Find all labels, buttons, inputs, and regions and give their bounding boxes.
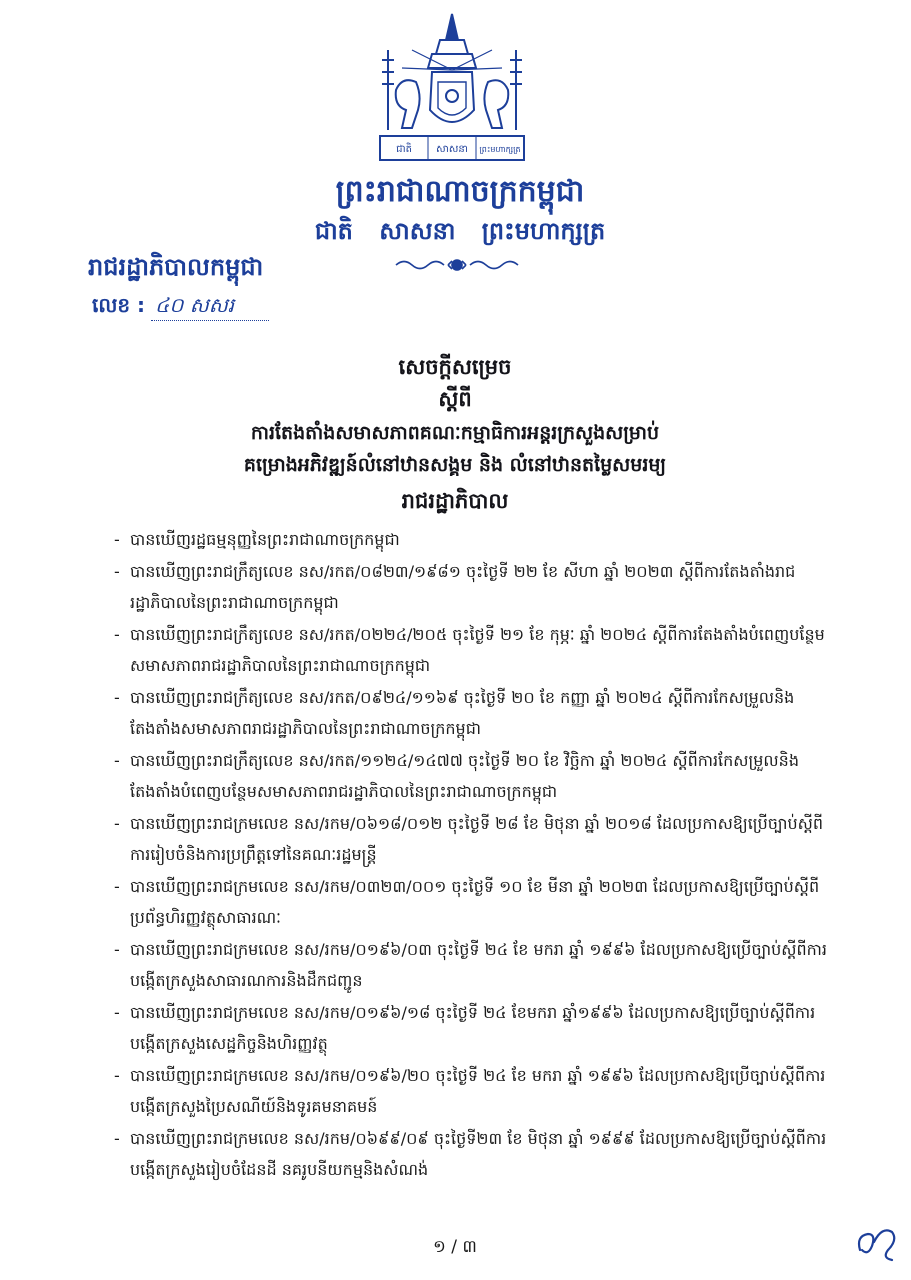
recital-text: បានឃើញព្រះរាជក្រឹត្យលេខ នស/រកត/០៨២៣/១៩៨១ ចុះថ្ងៃទី ២២ ខែ សីហា ឆ្នាំ ២០២៣ ស្ដីពីការតែងតាំងរាជរដ្ឋាភិបាលនៃព្រះរាជាណាចក្រកម្ពុជា	[130, 561, 796, 612]
list-item: - បានឃើញព្រះរាជក្រឹត្យលេខ នស/រកត/០៩២៤/១១៦៩ ចុះថ្ងៃទី ២០ ខែ កញ្ញា ឆ្នាំ ២០២៤ ស្ដីពីការកែសម្រួលនិងតែងតាំងសមាសភាពរាជរដ្ឋាភិបាលនៃព្រះរាជាណាចក្រកម្ពុជា	[112, 682, 832, 745]
recital-text: បានឃើញព្រះរាជក្រឹត្យលេខ នស/រកត/១១២៤/១៤៧៧ ចុះថ្ងៃទី ២០ ខែ វិច្ឆិកា ឆ្នាំ ២០២៤ ស្ដីពីការកែសម្រួលនិងតែងតាំងបំពេញបន្ថែមសមាសភាពរាជរដ្ឋាភិបាលនៃព្រះរាជាណាចក្រកម្ពុជា	[130, 750, 799, 801]
list-item: - បានឃើញព្រះរាជក្រឹត្យលេខ នស/រកត/០៨២៣/១៩៨១ ចុះថ្ងៃទី ២២ ខែ សីហា ឆ្នាំ ២០២៣ ស្ដីពីការតែងតាំងរាជរដ្ឋាភិបាលនៃព្រះរាជាណាចក្រកម្ពុជា	[112, 556, 832, 619]
reference-number	[92, 290, 269, 321]
recital-text: បានឃើញព្រះរាជក្រមលេខ នស/រកម/០១៩៦/១៨ ចុះថ្ងៃទី ២៤ ខែមករា ឆ្នាំ១៩៩៦ ដែលប្រកាសឱ្យប្រើច្បាប់ស្ដីពីការបង្កើតក្រសួងសេដ្ឋកិច្ចនិងហិរញ្ញវត្ថុ	[130, 1002, 816, 1053]
list-item: - បានឃើញព្រះរាជក្រមលេខ នស/រកម/០១៩៦/១៨ ចុះថ្ងៃទី ២៤ ខែមករា ឆ្នាំ១៩៩៦ ដែលប្រកាសឱ្យប្រើច្បាប់ស្ដីពីការបង្កើតក្រសួងសេដ្ឋកិច្ចនិងហិរញ្ញវត្ថុ	[112, 997, 832, 1060]
divider-ornament-icon	[392, 255, 522, 275]
reference-value: ៤០ សសរ	[151, 290, 269, 321]
list-item: - បានឃើញរដ្ឋធម្មនុញ្ញនៃព្រះរាជាណាចក្រកម្ពុជា	[112, 524, 832, 556]
recital-text: បានឃើញព្រះរាជក្រឹត្យលេខ នស/រកត/០២២៤/២០៥ ចុះថ្ងៃទី ២១ ខែ កុម្ភៈ ឆ្នាំ ២០២៤ ស្ដីពីការតែងតាំងបំពេញបន្ថែមសមាសភាពរាជរដ្ឋាភិបាលនៃព្រះរាជាណាចក្រកម្ពុជា	[130, 624, 825, 675]
royal-arms-emblem-icon	[372, 10, 532, 170]
recital-text: បានឃើញព្រះរាជក្រមលេខ នស/រកម/០៦៩៩/០៩ ចុះថ្ងៃទី២៣ ខែ មិថុនា ឆ្នាំ ១៩៩៩ ដែលប្រកាសឱ្យប្រើច្បាប់ស្ដីពីការបង្កើតក្រសួងរៀបចំដែនដី នគរូបនីយកម្មនិងសំណង់	[130, 1128, 827, 1179]
subject-line-2: គម្រោងអភិវឌ្ឍន៍លំនៅឋានសង្គម និង លំនៅឋានតម្លៃសមរម្យ	[243, 454, 667, 476]
emblem-label-nation: ជាតិ	[396, 144, 412, 155]
list-item: - បានឃើញព្រះរាជក្រឹត្យលេខ នស/រកត/០២២៤/២០៥ ចុះថ្ងៃទី ២១ ខែ កុម្ភៈ ឆ្នាំ ២០២៤ ស្ដីពីការតែងតាំងបំពេញបន្ថែមសមាសភាពរាជរដ្ឋាភិបាលនៃព្រះរាជាណាចក្រកម្ពុជា	[112, 619, 832, 682]
national-motto: ជាតិ សាសនា ព្រះមហាក្សត្រ	[314, 217, 606, 245]
handwritten-initials-icon	[852, 1220, 902, 1266]
list-item: - បានឃើញព្រះរាជក្រមលេខ នស/រកម/០៣២៣/០០១ ចុះថ្ងៃទី ១០ ខែ មីនា ឆ្នាំ ២០២៣ ដែលប្រកាសឱ្យប្រើច្បាប់ស្ដីពីប្រព័ន្ធហិរញ្ញវត្ថុសាធារណៈ	[112, 871, 832, 934]
document-about: ស្ដីពី	[438, 387, 472, 411]
emblem-label-religion: សាសនា	[436, 144, 468, 155]
document-type: សេចក្ដីសម្រេច	[398, 355, 512, 379]
list-item: - បានឃើញព្រះរាជក្រឹត្យលេខ នស/រកត/១១២៤/១៤៧៧ ចុះថ្ងៃទី ២០ ខែ វិច្ឆិកា ឆ្នាំ ២០២៤ ស្ដីពីការកែសម្រួលនិងតែងតាំងបំពេញបន្ថែមសមាសភាពរាជរដ្ឋាភិបាលនៃព្រះរាជាណាចក្រកម្ពុជា	[112, 745, 832, 808]
list-item: - បានឃើញព្រះរាជក្រមលេខ នស/រកម/០១៩៦/០៣ ចុះថ្ងៃទី ២៤ ខែ មករា ឆ្នាំ ១៩៩៦ ដែលប្រកាសឱ្យប្រើច្បាប់ស្ដីពីការបង្កើតក្រសួងសាធារណការនិងដឹកជញ្ជូន	[112, 934, 832, 997]
emblem-label-king: ព្រះមហាក្សត្រ	[479, 145, 521, 154]
recitals-list	[112, 524, 832, 1186]
recital-text: បានឃើញព្រះរាជក្រមលេខ នស/រកម/០១៩៦/២០ ចុះថ្ងៃទី ២៤ ខែ មករា ឆ្នាំ ១៩៩៦ ដែលប្រកាសឱ្យប្រើច្បាប់ស្ដីពីការបង្កើតក្រសួងប្រៃសណីយ៍និងទូរគមនាគមន៍	[130, 1065, 826, 1116]
issuer-name: រាជរដ្ឋាភិបាលកម្ពុជា	[88, 253, 264, 281]
recital-text: បានឃើញព្រះរាជក្រមលេខ នស/រកម/០១៩៦/០៣ ចុះថ្ងៃទី ២៤ ខែ មករា ឆ្នាំ ១៩៩៦ ដែលប្រកាសឱ្យប្រើច្បាប់ស្ដីពីការបង្កើតក្រសួងសាធារណការនិងដឹកជញ្ជូន	[130, 939, 827, 990]
recital-text: បានឃើញព្រះរាជក្រមលេខ នស/រកម/០៣២៣/០០១ ចុះថ្ងៃទី ១០ ខែ មីនា ឆ្នាំ ២០២៣ ដែលប្រកាសឱ្យប្រើច្បាប់ស្ដីពីប្រព័ន្ធហិរញ្ញវត្ថុសាធារណៈ	[130, 876, 820, 927]
list-item: - បានឃើញព្រះរាជក្រមលេខ នស/រកម/០៦៩៩/០៩ ចុះថ្ងៃទី២៣ ខែ មិថុនា ឆ្នាំ ១៩៩៩ ដែលប្រកាសឱ្យប្រើច្បាប់ស្ដីពីការបង្កើតក្រសួងរៀបចំដែនដី នគរូបនីយកម្មនិងសំណង់	[112, 1123, 832, 1186]
reference-label: លេខ :	[92, 293, 146, 317]
recital-text: បានឃើញរដ្ឋធម្មនុញ្ញនៃព្រះរាជាណាចក្រកម្ពុជា	[130, 530, 400, 549]
kingdom-title: ព្រះរាជាណាចក្រកម្ពុជា	[335, 174, 585, 209]
recital-text: បានឃើញព្រះរាជក្រមលេខ នស/រកម/០៦១៨/០១២ ចុះថ្ងៃទី ២៨ ខែ មិថុនា ឆ្នាំ ២០១៨ ដែលប្រកាសឱ្យប្រើច្បាប់ស្ដីពីការរៀបចំនិងការប្រព្រឹត្តទៅនៃគណៈរដ្ឋមន្ត្រី	[130, 813, 824, 864]
list-item: - បានឃើញព្រះរាជក្រមលេខ នស/រកម/០៦១៨/០១២ ចុះថ្ងៃទី ២៨ ខែ មិថុនា ឆ្នាំ ២០១៨ ដែលប្រកាសឱ្យប្រើច្បាប់ស្ដីពីការរៀបចំនិងការប្រព្រឹត្តទៅនៃគណៈរដ្ឋមន្ត្រី	[112, 808, 832, 871]
issuing-authority: រាជរដ្ឋាភិបាល	[401, 489, 509, 513]
subject-line-1: ការតែងតាំងសមាសភាពគណៈកម្មាធិការអន្តរក្រសួងសម្រាប់	[250, 422, 660, 444]
recital-text: បានឃើញព្រះរាជក្រឹត្យលេខ នស/រកត/០៩២៤/១១៦៩ ចុះថ្ងៃទី ២០ ខែ កញ្ញា ឆ្នាំ ២០២៤ ស្ដីពីការកែសម្រួលនិងតែងតាំងសមាសភាពរាជរដ្ឋាភិបាលនៃព្រះរាជាណាចក្រកម្ពុជា	[130, 687, 795, 738]
page-number: ១ / ៣	[433, 1237, 477, 1257]
list-item: - បានឃើញព្រះរាជក្រមលេខ នស/រកម/០១៩៦/២០ ចុះថ្ងៃទី ២៤ ខែ មករា ឆ្នាំ ១៩៩៦ ដែលប្រកាសឱ្យប្រើច្បាប់ស្ដីពីការបង្កើតក្រសួងប្រៃសណីយ៍និងទូរគមនាគមន៍	[112, 1060, 832, 1123]
